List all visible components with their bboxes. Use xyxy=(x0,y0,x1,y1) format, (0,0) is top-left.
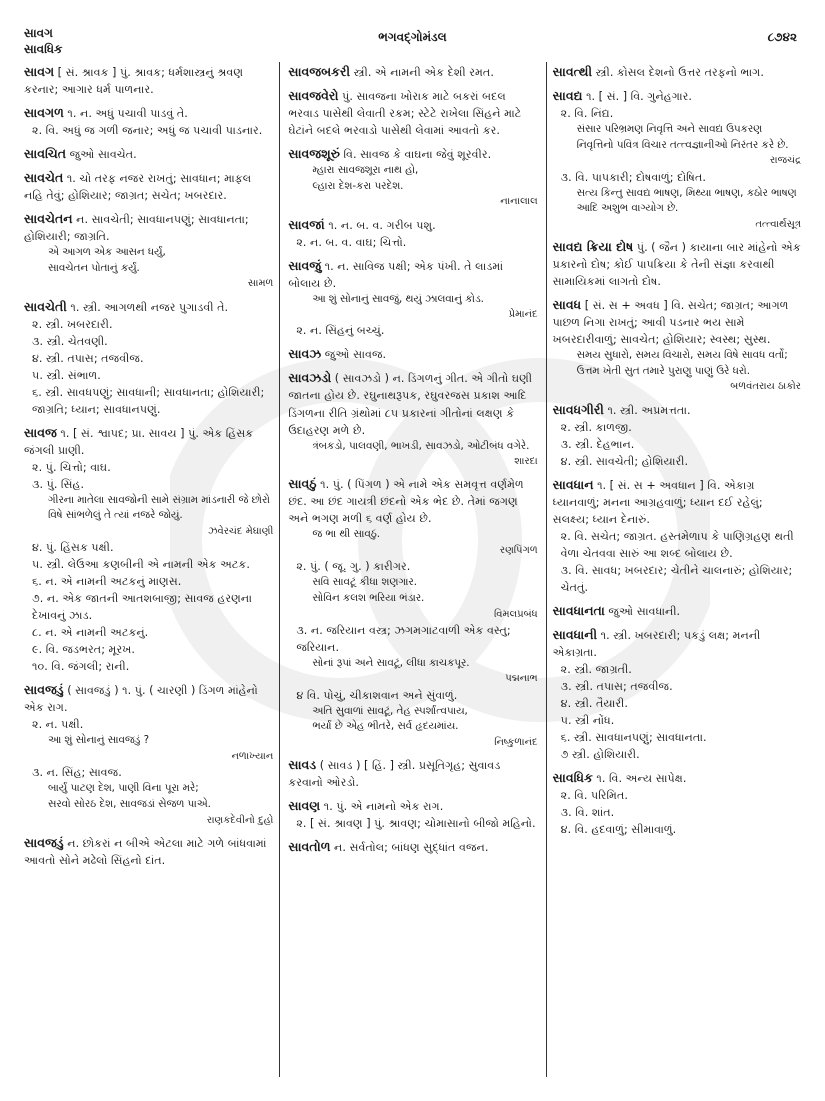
dictionary-entry xyxy=(288,62,537,81)
definition: પું. સાવજના ખોરાક માટે બકરાં બદલ ભરવાડ પાસેથી લેવાતી રકમ; સ્ટેટે રાખેલા સિંહને માટે ઘેટાંને બદલે ભરવાડો પાસેથી લેવામાં આવતો કર. xyxy=(288,90,522,138)
sense-line: ૩. સ્ત્રી. દેહભાન. xyxy=(560,437,635,451)
quotation: સવિ સાવટૂં કીધા શણગાર. xyxy=(312,576,417,589)
entry-head-line xyxy=(288,256,537,292)
dictionary-entry xyxy=(553,625,801,763)
definition: ૧. સ્ત્રી. અપ્રમત્તતા. xyxy=(607,403,691,417)
entry-head-line xyxy=(553,601,801,620)
sense-line: ૨. વિ. પરિમિત. xyxy=(560,788,628,802)
quotation: સમય સુધારો, સમય વિચારો, સમય વિષે સાવધ વર્તો; xyxy=(576,349,788,362)
sense-line: ૨. સ્ત્રી. કાળજી. xyxy=(560,420,632,434)
entry-head-line xyxy=(288,474,537,527)
dictionary-entry xyxy=(24,103,273,139)
sense-line: ૨. વિ. સચેત; જાગ્રત. હસ્તમેળાપ કે પાણિગ્રહણ થતી વેળા ચેતવવા સારું આ શબ્દ બોલાય છે. xyxy=(560,529,794,560)
dictionary-entry xyxy=(553,86,801,232)
quotation-source: રણપિંગળ xyxy=(499,545,538,557)
quotation-source: નળાખ્યાન xyxy=(231,751,274,763)
quotation-source: શારદા xyxy=(514,456,538,468)
headword: સાવજ xyxy=(24,424,57,440)
dictionary-entry xyxy=(24,209,273,292)
sense-line: ૬. સ્ત્રી. સાવધાનપણું; સાવધાનતા. xyxy=(560,730,707,744)
entry-head-line xyxy=(24,680,273,716)
quotation: ભર્યાં છે એહ ભીતરે, સર્વ હૃદયમાંય. xyxy=(312,720,459,733)
definition: સ્ત્રી. કોસલ દેશનો ઉત્તર તરફનો ભાગ. xyxy=(595,66,764,79)
headword: સાવજું xyxy=(288,257,322,273)
quotation: જ ભા થી સાવઠું. xyxy=(312,528,381,541)
dictionary-entry xyxy=(24,680,273,827)
entry-head-line xyxy=(553,62,801,81)
definition: ન. છોકરાં ન બીએ એટલા માટે ગળે બાંધવામાં આવતો સોને મઢેલો સિંહનો દાંત. xyxy=(24,836,267,867)
headword: સાવધગીરી xyxy=(552,401,604,417)
page-title: ભગવદ્ગોમંડલ xyxy=(378,30,447,44)
entry-head-line xyxy=(24,62,273,98)
definition: ૧. ન. અધું પચાવી પાડવું તે. xyxy=(67,107,188,121)
definition: ૧. [ સં. શ્વાપદ; પ્રા. સાવય ] પું. એક હિંસક જંગલી પ્રાણી. xyxy=(24,426,254,457)
definition: જુઓ સાવજ. xyxy=(324,348,387,362)
quotation-source: પ્રેમાનંદ xyxy=(508,309,538,321)
sense-line: ૨. ન. પક્ષી. xyxy=(32,718,84,732)
sense-line: ૯. વિ. જડભરત; મૂરખ. xyxy=(32,643,135,657)
definition: ૧. [ સં. સ + અવધાન ] વિ. એકાગ્ર ધ્યાનવાળું; મનના આગ્રહવાળું; ધ્યાન દઈ રહેલું; સલક્ષ્ય; ધ્યાન દેનારું. xyxy=(552,478,763,526)
headword: સાવઠું xyxy=(288,476,317,492)
dictionary-entry xyxy=(24,62,273,98)
sense-line: ૪. સ્ત્રી. સાવચેતી; હોશિયારી. xyxy=(560,454,689,468)
sense-line: ૫. સ્ત્રી. લેઉઆ કણબીની એ નામની એક અટક. xyxy=(32,558,250,572)
dictionary-entry xyxy=(24,297,273,418)
entry-head-line xyxy=(24,833,273,869)
entry-head-line xyxy=(24,103,273,122)
definition: [ સં. શ્રાવક ] પું. શ્રાવક; ધર્મશાસ્ત્રનું શ્રવણ કરનાર; આગાર ધર્મ પાળનાર. xyxy=(24,66,244,97)
headword: સાવચેત xyxy=(24,170,64,186)
quotation: સાવચેતન પોતાનું કર્યું. xyxy=(48,261,140,274)
definition: પું. ( જૈન ) કાયાના બાર માંહેનો એક પ્રકારનો દોષ; કોઈ પાપક્રિયા કે તેની સંજ્ઞા કરવાથી સામાયિકમાં લાગતો દોષ. xyxy=(552,241,801,289)
sense-line: ૧૦. વિ. જંગલી; રાની. xyxy=(32,660,130,674)
definition: જુઓ સાવચેત. xyxy=(69,148,137,162)
sense-line: ૨. પું. ( જૂ. ગુ. ) કારીગર. xyxy=(296,560,411,574)
quotation-source: રાજચંદ્ર xyxy=(769,155,801,167)
headword: સાવજશૂરું xyxy=(288,146,340,162)
definition: ૧. પું. એ નામનો એક રાગ. xyxy=(323,800,444,814)
sense-line: ૨. [ સં. શ્રાવણ ] પું. શ્રાવણ; ચોમાસાનો બીજો મહિનો. xyxy=(296,817,536,831)
dictionary-entry xyxy=(553,295,801,395)
dictionary-columns xyxy=(22,62,807,1077)
entry-head-line xyxy=(553,475,801,528)
dictionary-entry xyxy=(288,755,537,791)
definition: ૧. સ્ત્રી. આગળથી નજર પુગાડવી તે. xyxy=(70,300,229,314)
headword: સાવદ્ય xyxy=(552,88,583,104)
definition: ૧. સ્ત્રી. ખબરદારી; પકડું લક્ષ; મનની એકાગ્રતા. xyxy=(552,628,761,659)
quotation: બાર્યું પાટણ દેશ, પાણી વિના પૂરા મરે; xyxy=(48,782,199,795)
entry-head-line xyxy=(24,168,273,204)
quotation-source: રાણકદેવીનો દુહો xyxy=(206,814,274,826)
quotation: ગીરના માતેલા સાવજોની સામે સંગ્રામ માંડનારી જે છોરો વિષે સાંભળેલું તે ત્યાં નજરે જોયું. xyxy=(48,493,270,522)
entry-head-line xyxy=(24,297,273,316)
dictionary-entry xyxy=(24,144,273,163)
entry-head-line xyxy=(24,423,273,459)
headword: સાવધિક xyxy=(552,769,593,785)
page-number: ૮૭૪૨ xyxy=(767,30,797,44)
dictionary-entry xyxy=(288,368,537,469)
quotation: સોવિન કલશ ભરિયા ભંડાર. xyxy=(312,591,425,604)
column-right xyxy=(547,62,807,1077)
headword: સાવચેતન xyxy=(24,211,73,227)
entry-head-line xyxy=(288,368,537,438)
entry-head-line xyxy=(288,755,537,791)
quotation-source: નાનાલાલ xyxy=(500,196,538,208)
headword: સાવગળ xyxy=(24,105,64,121)
sense-line: ૩. સ્ત્રી. તપાસ; તજવીજ. xyxy=(560,679,673,693)
dictionary-entry xyxy=(24,833,273,869)
definition: વિ. સાવજ કે વાઘના જેવું શૂરવીર. xyxy=(343,148,492,162)
quotation-source: વિમલપ્રબંધ xyxy=(494,608,538,620)
definition: ન. સર્વતોલ; બાંધણ સુદ્ધાંત વજન. xyxy=(334,841,489,855)
sense-line: ૩. પું. સિંહ. xyxy=(32,477,85,491)
quotation-source: તત્ત્વાર્થસૂત્ર xyxy=(755,218,801,230)
dictionary-entry xyxy=(553,62,801,81)
entry-head-line xyxy=(553,295,801,348)
quotation-source: સામળ xyxy=(247,278,274,290)
sense-line: ૩. વિ. શાંત. xyxy=(560,805,615,819)
sense-line: ૩. સ્ત્રી. ચેતવણી. xyxy=(32,334,108,348)
sense-line: ૨. સ્ત્રી. જાગ્રતી. xyxy=(560,662,632,676)
entry-head-line xyxy=(288,62,537,81)
dictionary-entry xyxy=(288,86,537,139)
sense-line: ૪. પું. હિંસક પક્ષી. xyxy=(32,541,114,555)
sense-line: ૨. ન. સિંહનું બચ્ચું. xyxy=(296,324,385,338)
guide-word-first: સાવગ xyxy=(24,26,53,40)
dictionary-entry xyxy=(288,474,537,750)
entry-head-line xyxy=(553,400,801,419)
definition: ( સાવઝડો ) ન. ડિંગળનું ગીત. એ ગીતો ઘણી જાતના હોય છે. રઘુનાથરૂપક, રઘુવરજસ પ્રકાશ આદિ ડિંગળના રીતિ ગ્રંથોમાં ૮૫ પ્રકારનાં ગીતોનાં લક્ષણ કે ઉદાહરણ મળે છે. xyxy=(288,372,533,437)
quotation-source: બળવંતરાય ઠાકોર xyxy=(730,381,801,393)
dictionary-entry xyxy=(288,256,537,340)
dictionary-entry xyxy=(288,215,537,251)
dictionary-entry xyxy=(288,344,537,363)
sense-line: ૬. સ્ત્રી. સાવધપણું; સાવધાની; સાવધાનતા; હોશિયારી; જાગ્રતિ; ધ્યાન; સાવધાનપણું. xyxy=(32,385,265,416)
sense-line: ૨. વિ. અધું જ ગળી જનાર; અધું જ પચાવી પાડનાર. xyxy=(32,124,263,138)
quotation: એ આગળ એક આસન ધર્યું, xyxy=(48,246,166,259)
headword: સાવચિત xyxy=(24,146,67,162)
headword: સાવજવેરો xyxy=(288,88,339,104)
headword: સાવગ xyxy=(24,64,55,79)
sense-line: ૩. ન. જરિયાન વસ્ત્ર; ઝગમગાટવાળી એક વસ્તુ; જરિયાન. xyxy=(296,623,511,654)
sense-line: ૫. સ્ત્રી નોંધ. xyxy=(560,713,615,727)
definition: ૧. [ સં. ] વિ. ગુનેહગાર. xyxy=(586,90,692,104)
definition: ૧. ચો તરફ નજર રાખતું; સાવધાન; માફલ નહિ તેવું; હોશિયાર; જાગ્રત; સચેત; ખબરદાર. xyxy=(24,172,252,203)
sense-line: ૭ સ્ત્રી. હોશિયારી. xyxy=(560,747,640,761)
headword: સાવત્થી xyxy=(552,64,593,79)
sense-line: ૨. સ્ત્રી. ખબરદારી. xyxy=(32,317,113,331)
quotation: ત્રંબકડો, પાલવણી, ભાખડી, સાવઝડો, ઓટીબંધ વગેરે. xyxy=(312,439,530,452)
headword: સાવડ xyxy=(288,757,317,773)
entry-head-line xyxy=(553,768,801,787)
sense-line: ૪. વિ. હદવાળું; સીમાવાળું. xyxy=(560,822,677,836)
quotation: સંસાર પરિભ્રમણ નિવૃત્તિ અને સાવદ્ય ઉપકરણ નિવૃત્તિનો પવિત્ર વિચાર તત્ત્વજ્ઞાનીઓ નિરંતર કરે છે. xyxy=(576,123,789,151)
headword: સાવજડું xyxy=(24,682,64,698)
sense-line: ૪. સ્ત્રી. તપાસ; તજવીજ. xyxy=(32,351,144,365)
definition: ૧. ન. બ. વ. ગરીબ પશુ. xyxy=(328,218,436,232)
sense-line: ૨. પું. ચિત્તો; વાઘ. xyxy=(32,460,111,474)
headword: સાવઝ xyxy=(288,346,322,362)
headword: સાવધાની xyxy=(552,626,598,642)
sense-line: ૩. વિ. પાપકારી; દોષવાળું; દોષિત. xyxy=(560,170,706,184)
headword: સાવઝડો xyxy=(288,370,332,386)
entry-head-line xyxy=(288,215,537,234)
sense-line: ૩. વિ. સાવધ; ખબરદાર; ચેતીને ચાલનારું; હોશિયાર; ચેતતું. xyxy=(560,563,793,594)
definition: ૧. વિ. અન્ય સાપેક્ષ. xyxy=(596,771,687,785)
dictionary-entry xyxy=(553,237,801,290)
dictionary-entry xyxy=(288,144,537,209)
quotation: ઉત્તમ ખેતી સુત તમારે પુરાણુ પાણું ઉરે ધરો. xyxy=(576,364,750,377)
column-middle xyxy=(279,62,546,1077)
dictionary-entry xyxy=(553,400,801,470)
sense-line: ૨. વિ. નિંદ્ય. xyxy=(560,107,614,121)
quotation: મ્હારા સાવજશૂરા નાથ હો, xyxy=(312,164,419,177)
sense-line: ૪. સ્ત્રી. તૈયારી. xyxy=(560,696,628,710)
sense-line: ૮. ન. એ નામની અટકનું. xyxy=(32,626,149,640)
entry-head-line xyxy=(288,144,537,163)
quotation: સરવો સોરઠ દેશ, સાવજડાં સેજળ પાએ. xyxy=(48,797,211,810)
dictionary-entry xyxy=(553,475,801,596)
sense-line: ૪ વિ. પોચું, ચીકાશવાન અને સુંવાળું. xyxy=(296,688,458,702)
entry-head-line xyxy=(24,209,273,245)
dictionary-entry xyxy=(24,168,273,204)
headword: સાવજડું xyxy=(24,834,64,850)
headword: સાવધાન xyxy=(552,476,594,492)
sense-line: ૫. સ્ત્રી. સંભાળ. xyxy=(32,368,101,382)
column-left xyxy=(22,62,279,1077)
definition: ( સાવજડું ) ૧. પું. ( ચારણી ) ડિંગળ માંહેનો એક રાગ. xyxy=(24,684,258,715)
entry-head-line xyxy=(288,837,537,856)
definition: ૧. ન. સાવિજ પક્ષી; એક પંખી. તે લાડમાં બોલાય છે. xyxy=(288,259,504,290)
entry-head-line xyxy=(553,625,801,661)
sense-line: ૬. ન. એ નામની અટકનું માણસ. xyxy=(32,575,182,589)
quotation-source: પદ્મનાભ xyxy=(505,673,538,685)
quotation-source: ઝવેરચંદ મેઘાણી xyxy=(207,526,274,538)
quotation: આ શું સોનાનું સાવજડું ? xyxy=(48,734,150,747)
quotation: અતિ સુવાળાં સાવટૂં, તેહ સ્પર્શાંત્વપાય, xyxy=(312,704,468,717)
dictionary-entry xyxy=(553,768,801,838)
dictionary-entry xyxy=(24,423,273,676)
quotation: લ્હારા દેશ-કરા પરદેશ. xyxy=(312,179,404,192)
quotation: સત્ય કિન્તુ સાવદ્ય ભાષણ, મિથ્યા ભાષણ, કઠોર ભાષણ આદિ અશુભ વાગ્યોગ છે. xyxy=(576,186,797,215)
headword: સાવદ્ય ક્રિયા દોષ xyxy=(552,239,634,254)
page-header xyxy=(0,0,825,62)
definition: [ સં. સ + અવધ ] વિ. સચેત; જાગ્રત; આગળ પાછળ નિગા રાખતું; આવી પડનાર ભય સામે ખબરદારીવાળું; સાવચેત; હોશિયાર; સ્વસ્થ; સુસ્થ. xyxy=(552,299,789,347)
definition: ૧. પું. ( પિંગળ ) એ નામે એક સમવૃત્ત વર્ણમેળ છંદ. આ છંદ ગાયત્રી છંદનો એક ભેદ છે. તેમાં જગણ અને ભગણ મળી ૬ વર્ણ હોય છે. xyxy=(288,478,524,526)
dictionary-entry xyxy=(288,796,537,832)
sense-line: ૨. ન. બ. વ. વાઘ; ચિત્તો. xyxy=(296,235,407,249)
definition: સ્ત્રી. એ નામની એક દેશી રમત. xyxy=(353,66,494,79)
quotation: આ શું સોનાનું સાવજું, થયું ઝાલવાનું કોડ. xyxy=(312,292,484,305)
entry-head-line xyxy=(24,144,273,163)
headword: સાવણ xyxy=(288,798,321,814)
headword: સાવધ xyxy=(552,297,582,313)
quotation: સોનાં રૂપાં અને સાવટૂં, લીધા કાચકપૂર. xyxy=(312,656,470,669)
headword: સાવચેતી xyxy=(24,298,67,314)
entry-head-line xyxy=(288,86,537,139)
quotation-source: નિષ્કુળાનંદ xyxy=(494,736,538,748)
entry-head-line xyxy=(288,796,537,815)
headword: સાવજાં xyxy=(288,216,325,232)
headword: સાવતોળ xyxy=(288,839,331,855)
dictionary-entry xyxy=(553,601,801,620)
definition: જુઓ સાવધાની. xyxy=(608,604,681,618)
guide-word-last: સાવધિક xyxy=(24,41,63,56)
sense-line: ૩. ન. સિંહ; સાવજ. xyxy=(32,766,122,780)
headword: સાવજબકરી xyxy=(288,64,351,79)
entry-head-line xyxy=(553,237,801,290)
definition: ન. સાવચેતી; સાવધાનપણું; સાવધાનતા; હોશિયારી; જાગ્રતિ. xyxy=(24,213,249,244)
entry-head-line xyxy=(553,86,801,105)
definition: ( સાવડ ) [ હિં. ] સ્ત્રી. પ્રસૂતિગૃહ; સુવાવડ કરવાનો ઓરડો. xyxy=(288,759,501,790)
entry-head-line xyxy=(288,344,537,363)
sense-line: ૭. ન. એક જાતની આતશબાજી; સાવજ હરણના દેખાવનું ઝાડ. xyxy=(32,592,253,623)
dictionary-entry xyxy=(288,837,537,856)
headword: સાવધાનતા xyxy=(552,602,605,618)
